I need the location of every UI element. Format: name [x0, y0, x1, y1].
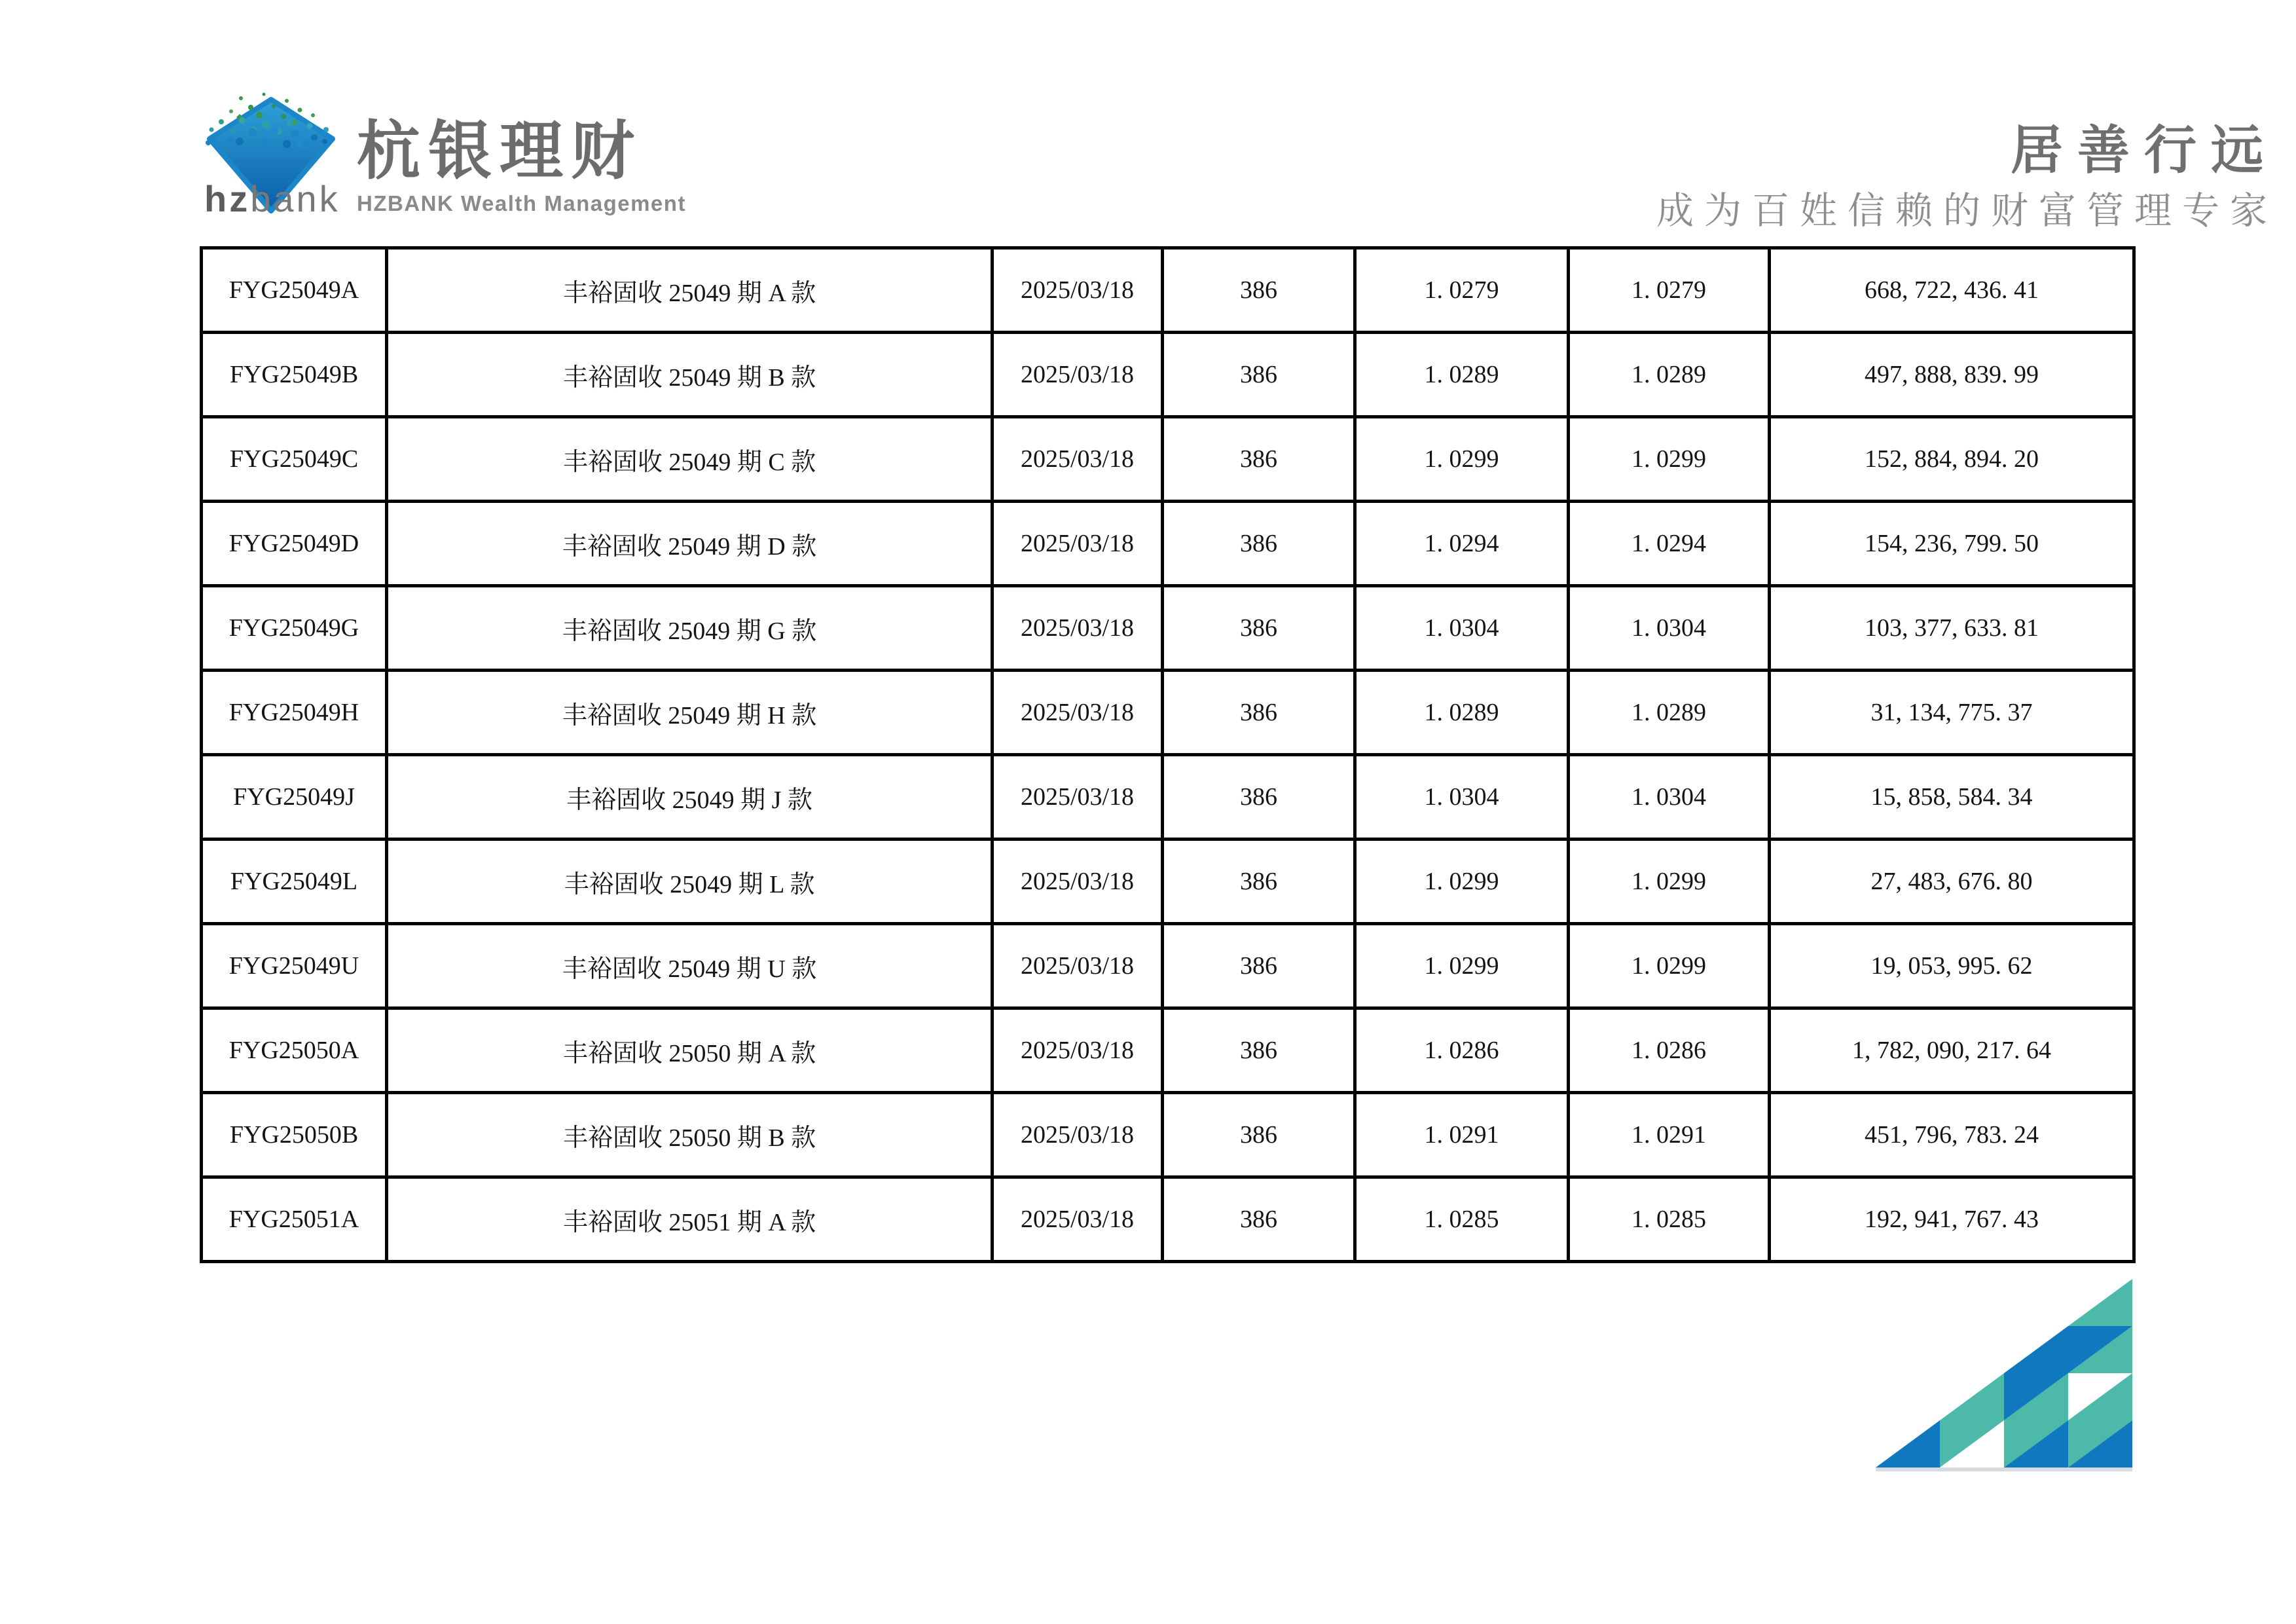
- cell-days: 386: [1163, 840, 1355, 924]
- cell-product-name: 丰裕固收 25049 期 B 款: [387, 333, 993, 417]
- table-row: [202, 1177, 2134, 1262]
- cell-cumulative-nav: 1. 0304: [1569, 755, 1770, 840]
- cell-days: 386: [1163, 333, 1355, 417]
- cell-cumulative-nav: 1. 0299: [1569, 924, 1770, 1008]
- logo-wordmark: [204, 178, 340, 219]
- slogan: 居善行远: [2011, 121, 2278, 179]
- cell-product-code: FYG25050A: [202, 1008, 387, 1093]
- cell-days: 386: [1163, 586, 1355, 671]
- cell-days: 386: [1163, 924, 1355, 1008]
- cell-nav-date: 2025/03/18: [993, 924, 1163, 1008]
- cell-unit-nav: 1. 0299: [1355, 840, 1569, 924]
- cell-days: 386: [1163, 417, 1355, 502]
- cell-nav-date: 2025/03/18: [993, 333, 1163, 417]
- cell-product-name: 丰裕固收 25049 期 H 款: [387, 671, 993, 755]
- table-row: [202, 924, 2134, 1008]
- cell-product-name: 丰裕固收 25049 期 D 款: [387, 502, 993, 586]
- cell-amount: 152, 884, 894. 20: [1770, 417, 2134, 502]
- cell-product-code: FYG25049B: [202, 333, 387, 417]
- cell-days: 386: [1163, 1093, 1355, 1177]
- nav-table: [200, 246, 2136, 1263]
- cell-product-name: 丰裕固收 25049 期 C 款: [387, 417, 993, 502]
- cell-unit-nav: 1. 0289: [1355, 333, 1569, 417]
- cell-unit-nav: 1. 0289: [1355, 671, 1569, 755]
- cell-product-code: FYG25049H: [202, 671, 387, 755]
- cell-product-code: FYG25049J: [202, 755, 387, 840]
- cell-cumulative-nav: 1. 0289: [1569, 333, 1770, 417]
- cell-product-name: 丰裕固收 25049 期 U 款: [387, 924, 993, 1008]
- cell-product-name: 丰裕固收 25049 期 J 款: [387, 755, 993, 840]
- table-row: [202, 417, 2134, 502]
- cell-amount: 31, 134, 775. 37: [1770, 671, 2134, 755]
- cell-amount: 497, 888, 839. 99: [1770, 333, 2134, 417]
- cell-unit-nav: 1. 0294: [1355, 502, 1569, 586]
- table-row: [202, 1008, 2134, 1093]
- cell-nav-date: 2025/03/18: [993, 840, 1163, 924]
- cell-unit-nav: 1. 0299: [1355, 417, 1569, 502]
- cell-cumulative-nav: 1. 0291: [1569, 1093, 1770, 1177]
- cell-nav-date: 2025/03/18: [993, 502, 1163, 586]
- sub-slogan: 成为百姓信赖的财富管理专家: [1656, 190, 2278, 232]
- cell-product-name: 丰裕固收 25049 期 L 款: [387, 840, 993, 924]
- cell-product-code: FYG25051A: [202, 1177, 387, 1262]
- cell-nav-date: 2025/03/18: [993, 755, 1163, 840]
- cell-amount: 19, 053, 995. 62: [1770, 924, 2134, 1008]
- table-row: [202, 586, 2134, 671]
- cell-days: 386: [1163, 1008, 1355, 1093]
- cell-product-name: 丰裕固收 25049 期 G 款: [387, 586, 993, 671]
- cell-amount: 27, 483, 676. 80: [1770, 840, 2134, 924]
- cell-nav-date: 2025/03/18: [993, 586, 1163, 671]
- table-row: [202, 840, 2134, 924]
- table-row: [202, 502, 2134, 586]
- cell-amount: 154, 236, 799. 50: [1770, 502, 2134, 586]
- brand-block: [357, 115, 686, 216]
- cell-amount: 103, 377, 633. 81: [1770, 586, 2134, 671]
- cell-product-code: FYG25049C: [202, 417, 387, 502]
- cell-product-code: FYG25049L: [202, 840, 387, 924]
- cell-unit-nav: 1. 0291: [1355, 1093, 1569, 1177]
- cell-days: 386: [1163, 755, 1355, 840]
- cell-unit-nav: 1. 0279: [1355, 248, 1569, 333]
- cell-nav-date: 2025/03/18: [993, 1008, 1163, 1093]
- cell-cumulative-nav: 1. 0299: [1569, 840, 1770, 924]
- triangle-mosaic-icon: [1876, 1279, 2132, 1471]
- table-row: [202, 248, 2134, 333]
- cell-amount: 1, 782, 090, 217. 64: [1770, 1008, 2134, 1093]
- tagline-block: [1656, 121, 2278, 232]
- table-row: [202, 333, 2134, 417]
- cell-amount: 192, 941, 767. 43: [1770, 1177, 2134, 1262]
- cell-nav-date: 2025/03/18: [993, 248, 1163, 333]
- logo-wordmark-bank: bank: [250, 178, 340, 219]
- cell-days: 386: [1163, 248, 1355, 333]
- cell-nav-date: 2025/03/18: [993, 417, 1163, 502]
- cell-unit-nav: 1. 0299: [1355, 924, 1569, 1008]
- brand-name-en: HZBANK Wealth Management: [357, 191, 686, 215]
- cell-cumulative-nav: 1. 0286: [1569, 1008, 1770, 1093]
- cell-unit-nav: 1. 0285: [1355, 1177, 1569, 1262]
- table-row: [202, 671, 2134, 755]
- cell-product-name: 丰裕固收 25049 期 A 款: [387, 248, 993, 333]
- cell-product-name: 丰裕固收 25050 期 B 款: [387, 1093, 993, 1177]
- cell-product-code: FYG25049D: [202, 502, 387, 586]
- cell-unit-nav: 1. 0286: [1355, 1008, 1569, 1093]
- cell-product-name: 丰裕固收 25051 期 A 款: [387, 1177, 993, 1262]
- cell-cumulative-nav: 1. 0289: [1569, 671, 1770, 755]
- table-row: [202, 755, 2134, 840]
- brand-name-cn: 杭银理财: [357, 115, 642, 187]
- cell-nav-date: 2025/03/18: [993, 1177, 1163, 1262]
- cell-product-code: FYG25049G: [202, 586, 387, 671]
- cell-amount: 15, 858, 584. 34: [1770, 755, 2134, 840]
- triangle-baseline: [1876, 1467, 2132, 1471]
- cell-amount: 668, 722, 436. 41: [1770, 248, 2134, 333]
- logo-wordmark-hz: hz: [204, 178, 251, 219]
- cell-nav-date: 2025/03/18: [993, 671, 1163, 755]
- cell-nav-date: 2025/03/18: [993, 1093, 1163, 1177]
- cell-product-code: FYG25049A: [202, 248, 387, 333]
- cell-product-code: FYG25049U: [202, 924, 387, 1008]
- cell-amount: 451, 796, 783. 24: [1770, 1093, 2134, 1177]
- cell-days: 386: [1163, 1177, 1355, 1262]
- cell-cumulative-nav: 1. 0279: [1569, 248, 1770, 333]
- cell-cumulative-nav: 1. 0299: [1569, 417, 1770, 502]
- table-body: [202, 248, 2134, 1262]
- cell-unit-nav: 1. 0304: [1355, 586, 1569, 671]
- cell-product-code: FYG25050B: [202, 1093, 387, 1177]
- cell-product-name: 丰裕固收 25050 期 A 款: [387, 1008, 993, 1093]
- table-row: [202, 1093, 2134, 1177]
- cell-cumulative-nav: 1. 0304: [1569, 586, 1770, 671]
- cell-cumulative-nav: 1. 0285: [1569, 1177, 1770, 1262]
- cell-days: 386: [1163, 671, 1355, 755]
- cell-days: 386: [1163, 502, 1355, 586]
- cell-cumulative-nav: 1. 0294: [1569, 502, 1770, 586]
- cell-unit-nav: 1. 0304: [1355, 755, 1569, 840]
